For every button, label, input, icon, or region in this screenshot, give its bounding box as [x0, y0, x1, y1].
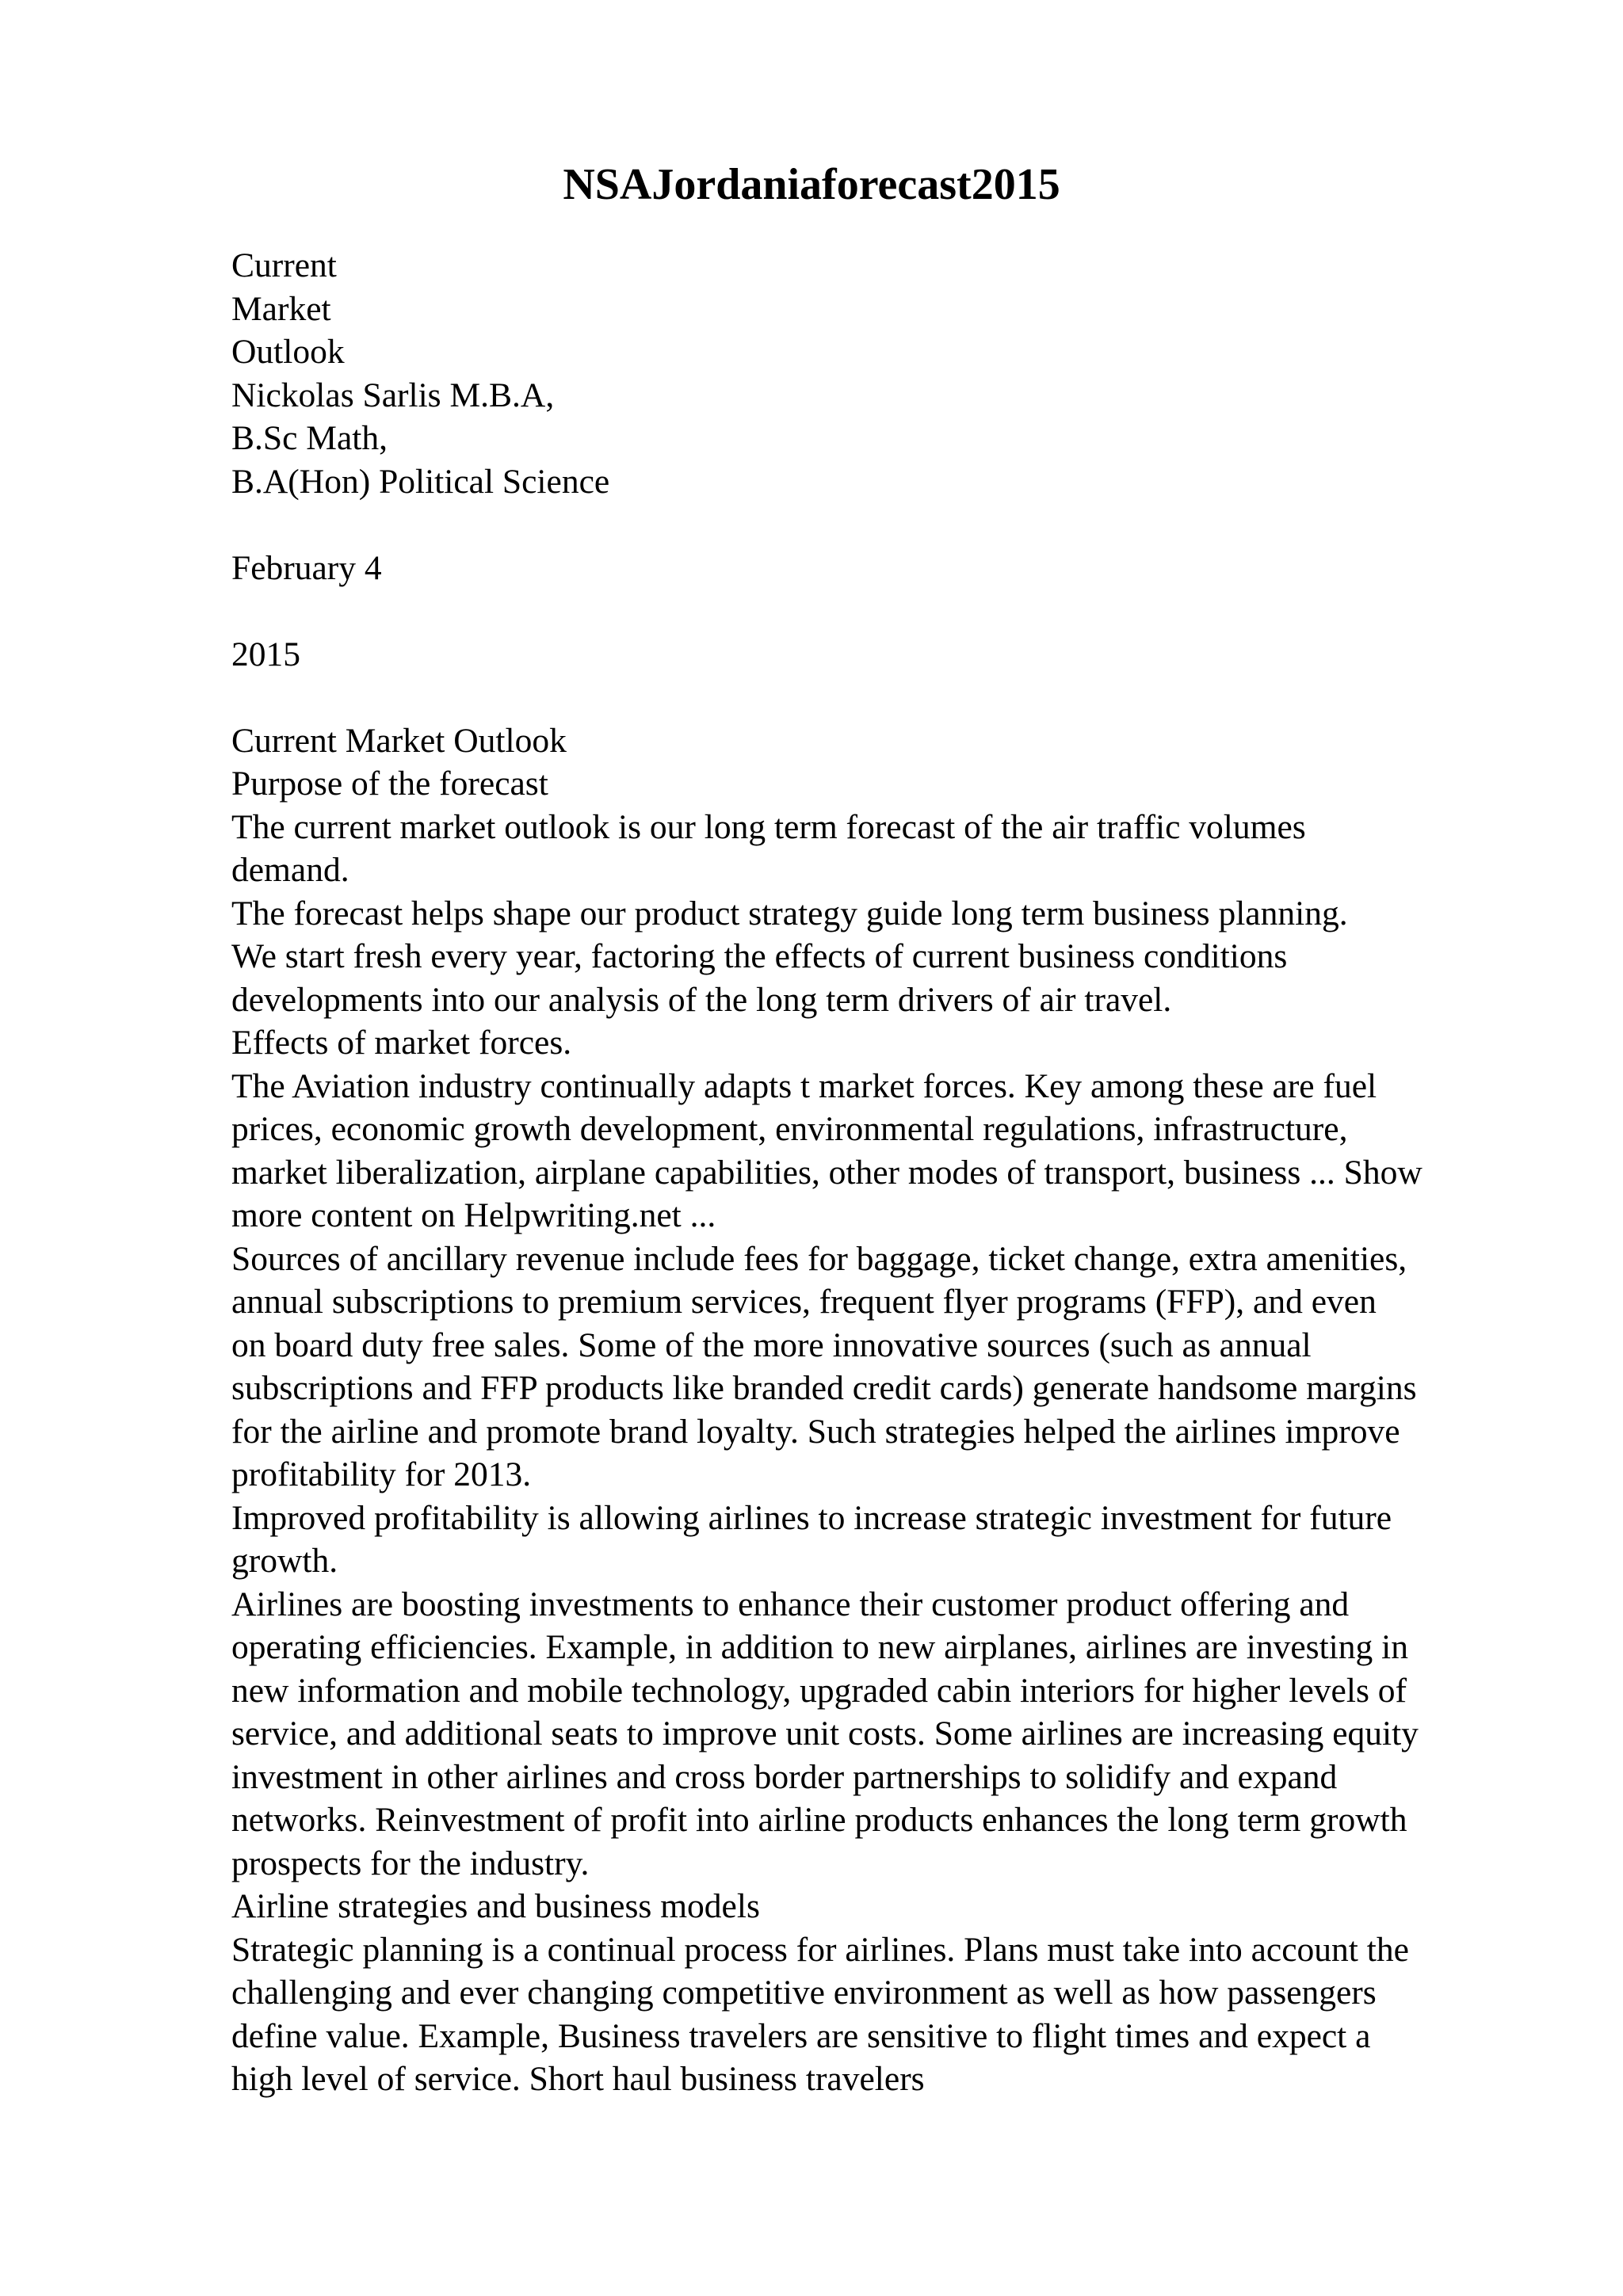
body-text — [231, 719, 1515, 2101]
header-line: Outlook — [231, 333, 345, 371]
spacer — [231, 676, 1515, 719]
body-line: developments into our analysis of the long term drivers of air travel. — [231, 980, 1172, 1019]
body-line: prospects for the industry. — [231, 1844, 590, 1882]
body-line: subscriptions and FFP products like branded credit cards) generate handsome margins — [231, 1369, 1417, 1407]
author-degree: B.A(Hon) Political Science — [231, 462, 610, 501]
spacer — [231, 503, 1515, 547]
body-line: prices, economic growth development, environmental regulations, infrastructure, — [231, 1110, 1348, 1148]
body-line: The current market outlook is our long term forecast of the air traffic volumes — [231, 807, 1306, 846]
body-line: The Aviation industry continually adapts t market forces. Key among these are fuel — [231, 1066, 1377, 1105]
document-content — [231, 244, 1515, 2101]
body-line: new information and mobile technology, upgraded cabin interiors for higher levels of — [231, 1671, 1407, 1710]
body-line: service, and additional seats to improve unit costs. Some airlines are increasing equity — [231, 1714, 1419, 1753]
body-line: growth. — [231, 1542, 338, 1580]
section-heading: Purpose of the forecast — [231, 765, 548, 803]
body-line: investment in other airlines and cross border partnerships to solidify and expand — [231, 1757, 1338, 1796]
body-line: We start fresh every year, factoring the effects of current business conditions — [231, 937, 1288, 975]
body-line: market liberalization, airplane capabilities, other modes of transport, business ... Show — [231, 1153, 1423, 1192]
year-line: 2015 — [231, 635, 300, 673]
body-line: The forecast helps shape our product strategy guide long term business planning. — [231, 894, 1348, 933]
body-line: high level of service. Short haul business travelers — [231, 2060, 925, 2098]
body-line: Improved profitability is allowing airlines to increase strategic investment for future — [231, 1498, 1392, 1537]
body-line: challenging and ever changing competitive environment as well as how passengers — [231, 1974, 1377, 2012]
document-title: NSAJordaniaforecast2015 — [563, 160, 1060, 209]
spacer — [231, 589, 1515, 633]
body-line: networks. Reinvestment of profit into airline products enhances the long term growth — [231, 1801, 1407, 1839]
section-heading: Airline strategies and business models — [231, 1887, 760, 1925]
body-line: more content on Helpwriting.net ... — [231, 1196, 716, 1234]
body-line: for the airline and promote brand loyalty. Such strategies helped the airlines improve — [231, 1412, 1400, 1451]
section-heading: Effects of market forces. — [231, 1024, 572, 1062]
date-line: February 4 — [231, 548, 382, 587]
author-header — [231, 244, 1515, 503]
body-line: on board duty free sales. Some of the more innovative sources (such as annual — [231, 1325, 1312, 1364]
header-line: Market — [231, 289, 331, 328]
body-line: operating efficiencies. Example, in addition to new airplanes, airlines are investing in — [231, 1628, 1408, 1666]
body-line: annual subscriptions to premium services, frequent flyer programs (FFP), and even — [231, 1283, 1377, 1321]
body-line: Airlines are boosting investments to enhance their customer product offering and — [231, 1585, 1350, 1623]
body-line: Strategic planning is a continual process for airlines. Plans must take into account the — [231, 1930, 1409, 1969]
author-name: Nickolas Sarlis M.B.A, — [231, 376, 555, 414]
body-line: demand. — [231, 851, 349, 889]
body-line: define value. Example, Business travelers are sensitive to flight times and expect a — [231, 2016, 1371, 2055]
body-line: Sources of ancillary revenue include fees for baggage, ticket change, extra amenities, — [231, 1239, 1407, 1278]
author-degree: B.Sc Math, — [231, 419, 388, 457]
section-heading: Current Market Outlook — [231, 721, 567, 760]
body-line: profitability for 2013. — [231, 1455, 532, 1493]
header-line: Current — [231, 246, 337, 284]
